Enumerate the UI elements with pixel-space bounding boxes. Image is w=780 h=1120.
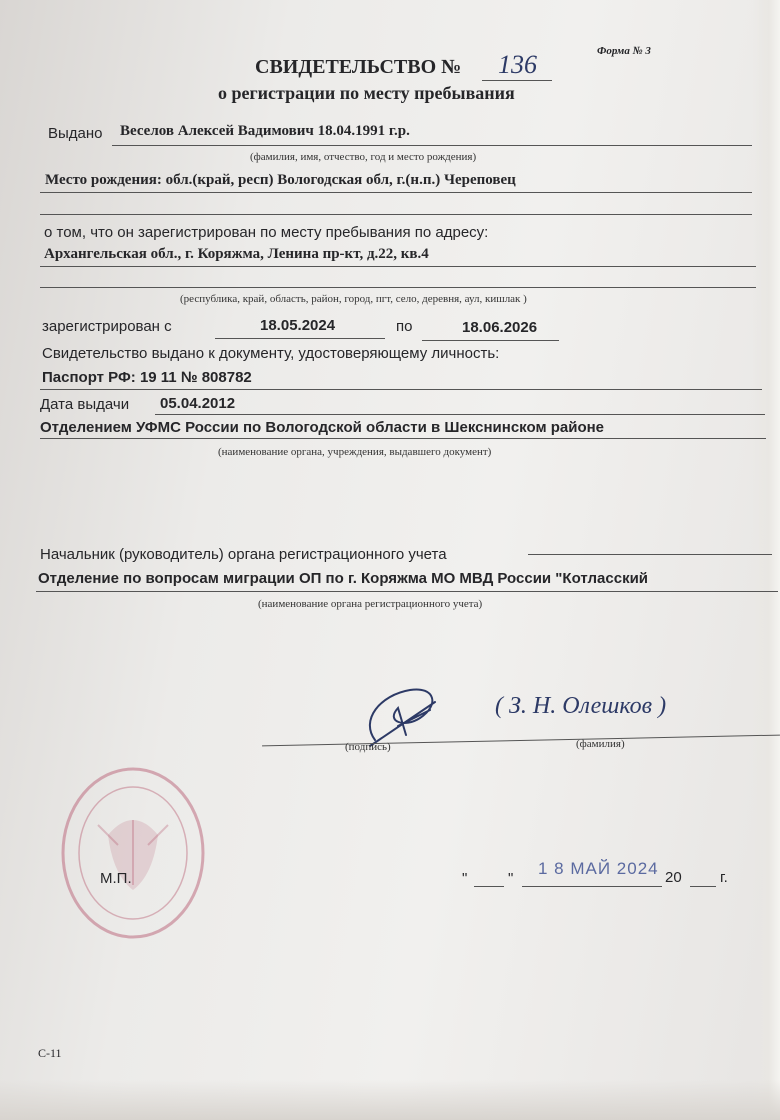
head-organ: Отделение по вопросам миграции ОП по г. Коряжма МО МВД России "Котласский <box>38 570 649 587</box>
issue-date: 05.04.2012 <box>160 395 236 412</box>
certificate-number: 136 <box>498 50 537 79</box>
page-edge <box>752 0 780 1120</box>
date-quote-open: " <box>462 870 468 887</box>
form-label: Форма № 3 <box>597 45 651 57</box>
birthplace-underline <box>40 192 752 193</box>
year-suffix: г. <box>720 869 728 886</box>
year-underline <box>690 886 716 887</box>
document-label: Свидетельство выдано к документу, удостоверяющему личность: <box>42 345 500 362</box>
period-from-underline <box>215 338 385 339</box>
passport-underline <box>40 389 762 390</box>
issuer-hint: (наименование органа, учреждения, выдавшего документ) <box>218 446 492 458</box>
birthplace: Место рождения: обл.(край, респ) Вологодская обл, г.(н.п.) Череповец <box>45 172 516 188</box>
period-to-label: по <box>396 318 413 335</box>
address-underline <box>40 266 756 267</box>
period-from: 18.05.2024 <box>260 317 336 334</box>
date-quote-close: " <box>508 870 514 887</box>
page-shadow <box>0 1080 780 1120</box>
issue-date-label: Дата выдачи <box>40 396 130 413</box>
blank-line-2 <box>40 287 756 288</box>
signature-scrawl <box>340 680 480 750</box>
issued-hint: (фамилия, имя, отчество, год и место рождения) <box>250 151 477 163</box>
blank-line-1 <box>40 214 752 215</box>
year-prefix: 20 <box>665 869 682 886</box>
period-to-underline <box>422 340 559 341</box>
number-underline <box>482 80 552 81</box>
head-underline <box>528 554 772 555</box>
address-label: о том, что он зарегистрирован по месту пребывания по адресу: <box>44 224 489 241</box>
official-seal <box>58 765 208 945</box>
mp-label: М.П. <box>100 870 132 887</box>
period-from-label: зарегистрирован с <box>42 318 172 335</box>
issued-name: Веселов Алексей Вадимович 18.04.1991 г.р. <box>120 123 410 139</box>
issued-underline <box>112 145 752 146</box>
organ-underline <box>36 591 778 592</box>
address-hint: (республика, край, область, район, город, пгт, село, деревня, аул, кишлак ) <box>180 293 527 305</box>
address-value: Архангельская обл., г. Коряжма, Ленина пр-кт, д.22, кв.4 <box>44 246 429 262</box>
issuer-underline <box>40 438 766 439</box>
organ-hint: (наименование органа регистрационного учета) <box>258 598 483 610</box>
document-issuer: Отделением УФМС России по Вологодской области в Шекснинском районе <box>40 419 605 436</box>
signature-hint: (подпись) <box>345 741 391 753</box>
passport: Паспорт РФ: 19 11 № 808782 <box>42 369 252 386</box>
certificate-subtitle: о регистрации по месту пребывания <box>218 83 515 103</box>
certificate-title: СВИДЕТЕЛЬСТВО № <box>255 56 462 78</box>
date-stamp: 1 8 МАЙ 2024 <box>538 859 659 878</box>
day-underline <box>474 886 504 887</box>
period-to: 18.06.2026 <box>462 319 538 336</box>
head-label: Начальник (руководитель) органа регистрационного учета <box>40 546 447 563</box>
handwritten-surname: ( З. Н. Олешков ) <box>495 693 667 719</box>
month-underline <box>522 886 662 887</box>
issue-date-underline <box>155 414 765 415</box>
surname-hint: (фамилия) <box>576 738 625 750</box>
issued-label: Выдано <box>48 125 103 142</box>
form-code: С-11 <box>38 1046 62 1060</box>
